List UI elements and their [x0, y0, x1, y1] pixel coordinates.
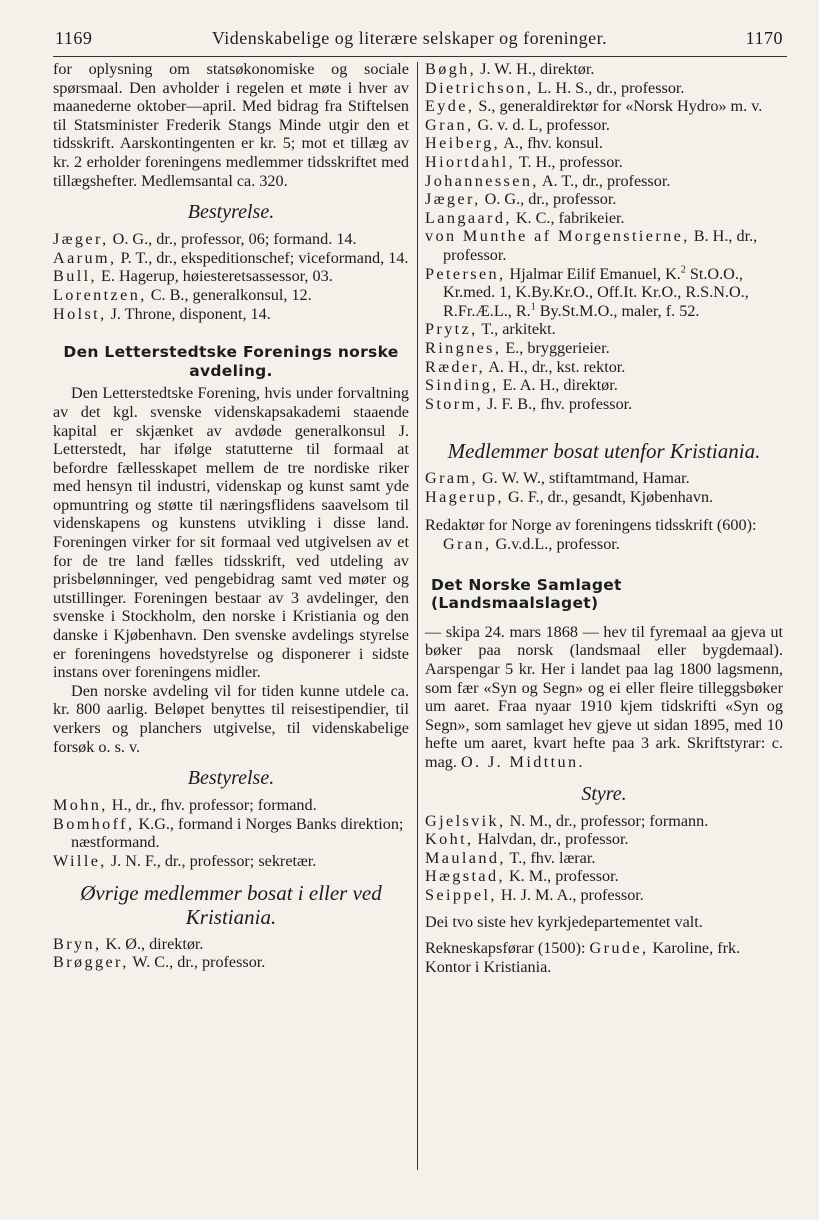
board-entry [425, 886, 783, 905]
board-entry [53, 267, 409, 286]
member-name: Prytz, [425, 320, 478, 339]
member-details: Halvdan, dr., professor. [473, 830, 629, 849]
member-name: Bomhoff, [53, 814, 135, 833]
member-details: H., dr., fhv. professor; formand. [107, 796, 317, 815]
member-entry [425, 488, 783, 507]
left-column [53, 60, 409, 972]
board-heading: Bestyrelse. [187, 201, 275, 224]
section-heading-samlaget: Det Norske Samlaget (Landsmaalslaget) [431, 575, 622, 613]
board-list-2 [53, 796, 409, 870]
editor-name: Gran, [443, 535, 492, 554]
member-details: L. H. S., dr., professor. [533, 78, 685, 97]
member-details: A. T., dr., professor. [538, 171, 671, 190]
treasurer-name: Grude, [589, 939, 649, 958]
board-entry [425, 830, 783, 849]
samlaget-text: — skipa 24. mars 1868 — hev til fyremaal aa gjeva ut bøker paa norsk (landsmaal eller bygdemaal). Aarspengar 5 kr. Her i landet paa lag 1800 lagsmenn, som fær «Syn og Segn» og ei eller fleire tilleggsbøker um aaret. Fraa nyaar 1910 kjem tidskrifti «Syn og Segn», som samlaget hev gjeve ut sidan 1895, med 10 hefte um aaret, kvart hefte paa 3 ark. Skriftstyrar: c. mag. [425, 622, 783, 771]
member-entry [425, 469, 783, 488]
member-entry [425, 358, 783, 377]
member-details: C. B., generalkonsul, 12. [146, 285, 312, 304]
member-name: Gram, [425, 469, 478, 488]
member-details: P. T., dr., ekspeditionschef; viceformand, 14. [116, 248, 409, 267]
member-details: K. Ø., direktør. [101, 934, 204, 953]
member-name: Gjelsvik, [425, 811, 506, 830]
member-details: J. W. H., direktør. [476, 60, 595, 78]
board-entry [425, 867, 783, 886]
member-details: K. C., fabrikeier. [511, 208, 625, 227]
member-name: Dietrichson, [425, 78, 534, 97]
member-details: G. v. d. L, professor. [473, 115, 610, 134]
member-details: E. A. H., direktør. [498, 376, 618, 395]
member-entry [425, 190, 783, 209]
member-entry [425, 97, 783, 116]
right-column [425, 60, 783, 976]
member-details: K.G., formand i Norges Banks direktion; næstformand. [71, 814, 404, 852]
page-number-left: 1169 [55, 28, 93, 48]
member-name: Jæger, [53, 230, 109, 249]
member-name: Bryn, [53, 934, 102, 953]
member-entry [425, 339, 783, 358]
member-entry [425, 116, 783, 135]
running-head [0, 24, 819, 54]
board-entry [53, 249, 409, 268]
member-name: Bøgh, [425, 60, 477, 78]
board-entry [425, 849, 783, 868]
member-name: Hiortdahl, [425, 152, 516, 171]
member-name: Koht, [425, 830, 474, 849]
board-entry [53, 305, 409, 324]
samlaget-editor-name: O. J. Midttun. [460, 753, 585, 771]
member-name: Brøgger, [53, 953, 129, 972]
member-entry [425, 79, 783, 98]
samlaget-paragraph [425, 623, 783, 772]
member-name: Storm, [425, 394, 484, 413]
board-list [53, 230, 409, 323]
member-entry [425, 227, 783, 264]
member-details: Hjalmar Eilif Emanuel, K. [505, 264, 681, 283]
member-entry [53, 953, 409, 972]
member-name: Seippel, [425, 885, 497, 904]
treasurer-entry [425, 939, 783, 958]
office-text: Kontor i Kristiania. [425, 957, 552, 976]
member-name: Heiberg, [425, 134, 501, 153]
board-entry [425, 812, 783, 831]
styre-heading: Styre. [581, 782, 627, 805]
editor-label: Redaktør for Norge av foreningens tidsskrift (600): [425, 516, 757, 535]
member-details: B. H., dr., professor. [443, 227, 758, 264]
page-number-right: 1170 [745, 28, 783, 48]
member-entry [425, 153, 783, 172]
member-details: J. Throne, disponent, 14. [106, 304, 271, 323]
board-entry [53, 230, 409, 249]
member-entry [53, 935, 409, 954]
column-rule [417, 62, 418, 1170]
intro-paragraph: for oplysning om statsøkonomiske og sociale spørsmaal. Den avholder i regelen et møte i hver av maanederne oktober—april. Med bidrag fra Stiftelsen til Statsminister Frederik Stangs Minde utgir den et tidsskrift. Aarskontingenten er kr. 5; mot et tillæg av kr. 2 erholder foreningens medlemmer tidsskriftet med tillægshefter. Medlemsantal ca. 320. [53, 60, 409, 190]
others-heading: Øvrige medlemmer bosat i eller ved Kristiania. [80, 880, 382, 929]
styre-list [425, 812, 783, 905]
outside-heading: Medlemmer bosat utenfor Kristiania. [447, 439, 761, 464]
member-name: Lorentzen, [53, 285, 147, 304]
member-name: Mauland, [425, 848, 506, 867]
member-details: A., fhv. konsul. [500, 134, 603, 153]
member-name: Petersen, [425, 264, 506, 283]
member-name: Bull, [53, 267, 97, 286]
letterstedt-paragraph-1: Den Letterstedtske Forening, hvis under forvaltning av det kgl. svenske videnskapsakademi staaende kapital er skjænket av avdøde generalkonsul J. Letterstedt, har ifølge statutterne til formaal at befordre fællesskapet mellem de tre nordiske riker med hensyn til industri, videnskap og kunst samt yde opmuntring og støtte til næringsflidens saavelsom til videnskapens og kunstens utvikling i disse land. Foreningen virker for sit formaal ved utgivelsen av et for de tre land fælles tidsskrift, ved utdeling av prisbelønninger, ved pengebidrag samt ved møter og utstillinger. Foreningen bestaar av 3 avdelinger, den svenske i Stockholm, den norske i Kristiania og den danske i Kjøbenhavn. Den svenske avdelings styrelse er foreningens hovedstyrelse og disponerer i sidste instans over foreningens midler. [53, 384, 409, 682]
board-entry [53, 852, 409, 871]
outside-list [425, 469, 783, 506]
member-name: Jæger, [425, 190, 481, 209]
member-name: Hagerup, [425, 487, 504, 506]
member-name: Ræder, [425, 357, 486, 376]
member-details: St.O.O., Kr.med. 1, K.By.Kr.O., Off.It. Kr.O., R.S.N.O., R.Fr.Æ.L., R. [443, 264, 749, 320]
members-list [425, 60, 783, 413]
member-name: Mohn, [53, 796, 108, 815]
member-details: A. H., dr., kst. rektor. [485, 357, 626, 376]
member-details: J. F. B., fhv. professor. [483, 394, 633, 413]
member-entry-petersen [425, 265, 783, 321]
member-details: E., bryggerieier. [501, 338, 610, 357]
member-details: N. M., dr., professor; formann. [505, 811, 709, 830]
board-entry [53, 796, 409, 815]
board-heading-2: Bestyrelse. [187, 767, 275, 790]
member-details: J. N. F., dr., professor; sekretær. [106, 851, 317, 870]
member-details: T., fhv. lærar. [505, 848, 596, 867]
member-name: Ringnes, [425, 338, 502, 357]
board-entry [53, 815, 409, 852]
member-name: Langaard, [425, 208, 512, 227]
note-text: Dei tvo siste hev kyrkjedepartementet valt. [425, 912, 703, 931]
member-details: W. C., dr., professor. [128, 953, 266, 972]
member-details: By.St.M.O., maler, f. 52. [535, 301, 700, 320]
member-entry [425, 134, 783, 153]
member-name: Eyde, [425, 97, 475, 116]
member-details: G. F., dr., gesandt, Kjøbenhavn. [503, 487, 714, 506]
member-name: Holst, [53, 304, 107, 323]
member-entry [425, 172, 783, 191]
member-entry [425, 376, 783, 395]
member-name: Hægstad, [425, 867, 505, 886]
running-title: Videnskabelige og literære selskaper og foreninger. [211, 28, 608, 48]
others-list [53, 935, 409, 972]
section-heading-letterstedt: Den Letterstedtske Forenings norske avdeling. [63, 343, 399, 380]
member-entry [425, 60, 783, 79]
member-details: O. G., dr., professor, 06; formand. 14. [108, 230, 357, 249]
member-entry [425, 395, 783, 414]
member-details: G. W. W., stiftamtmand, Hamar. [477, 469, 690, 488]
member-details: O. G., dr., professor. [480, 190, 617, 209]
editor-entry [425, 516, 783, 553]
member-name: Aarum, [53, 248, 117, 267]
member-details: H. J. M. A., professor. [496, 885, 644, 904]
member-name: Johannessen, [425, 171, 539, 190]
header-rule [53, 56, 787, 57]
board-entry [53, 286, 409, 305]
member-details: T., arkitekt. [477, 320, 556, 339]
treasurer-details: Karoline, frk. [648, 939, 741, 958]
member-name: von Munthe af Morgenstierne, [425, 227, 690, 246]
editor-details: G.v.d.L., professor. [491, 535, 620, 554]
superscript: 2 [680, 264, 686, 276]
member-name: Sinding, [425, 376, 499, 395]
letterstedt-paragraph-2: Den norske avdeling vil for tiden kunne utdele ca. kr. 800 aarlig. Beløpet benyttes til reisestipendier, til verkers og planchers utgivelse, til videnskabelige forsøk o. s. v. [53, 681, 409, 756]
member-name: Wille, [53, 851, 107, 870]
member-entry [425, 320, 783, 339]
member-details: E. Hagerup, høiesteretsassessor, 03. [96, 267, 333, 286]
member-name: Gran, [425, 115, 474, 134]
member-details: K. M., professor. [504, 867, 619, 886]
superscript: 1 [530, 301, 536, 313]
member-entry [425, 209, 783, 228]
treasurer-label: Rekneskapsførar (1500): [425, 939, 590, 958]
member-details: S., generaldirektør for «Norsk Hydro» m. v. [474, 97, 763, 116]
member-details: T. H., professor. [515, 152, 623, 171]
